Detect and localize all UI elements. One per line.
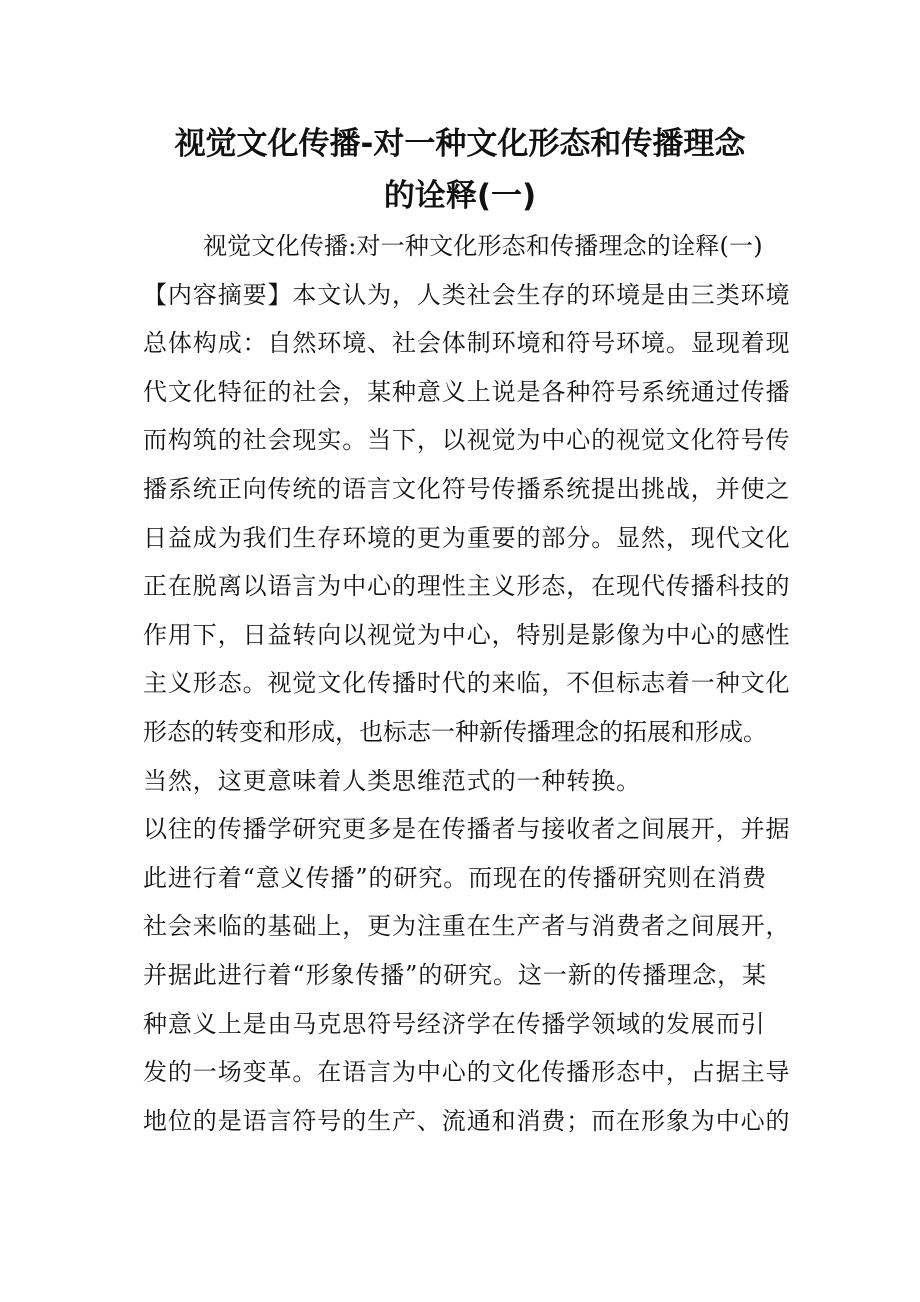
text-line: 发的一场变革。在语言为中心的文化传播形态中，占据主导	[143, 1058, 791, 1087]
text-line: 总体构成：自然环境、社会体制环境和符号环境。显现着现	[143, 329, 791, 358]
text-line: 并据此进行着“形象传播”的研究。这一新的传播理念，某	[143, 960, 767, 989]
text-line: 而构筑的社会现实。当下，以视觉为中心的视觉文化符号传	[143, 426, 791, 455]
text-line: 当然，这更意味着人类思维范式的一种转换。	[143, 766, 641, 795]
document-title-line-2: 的诠释(一)	[383, 178, 537, 214]
text-line: 【内容摘要】本文认为，人类社会生存的环境是由三类环境	[143, 280, 791, 309]
text-line: 主义形态。视觉文化传播时代的来临，不但标志着一种文化	[143, 669, 791, 698]
text-line: 正在脱离以语言为中心的理性主义形态，在现代传播科技的	[143, 572, 791, 601]
text-line: 作用下，日益转向以视觉为中心，特别是影像为中心的感性	[143, 620, 791, 649]
text-line: 以往的传播学研究更多是在传播者与接收者之间展开，并据	[143, 815, 791, 844]
text-line: 形态的转变和形成，也标志一种新传播理念的拓展和形成。	[143, 717, 767, 746]
text-line: 此进行着“意义传播”的研究。而现在的传播研究则在消费	[143, 863, 767, 892]
document-body	[143, 222, 803, 1145]
text-line: 代文化特征的社会，某种意义上说是各种符号系统通过传播	[143, 377, 791, 406]
text-line: 播系统正向传统的语言文化符号传播系统提出挑战，并使之	[143, 474, 791, 503]
text-line: 社会来临的基础上，更为注重在生产者与消费者之间展开，	[143, 912, 791, 941]
subtitle-line: 视觉文化传播:对一种文化形态和传播理念的诠释(一)	[203, 232, 763, 260]
document-title-line-1: 视觉文化传播-对一种文化形态和传播理念	[174, 126, 746, 162]
text-line: 种意义上是由马克思符号经济学在传播学领域的发展而引	[143, 1009, 766, 1038]
text-line: 日益成为我们生存环境的更为重要的部分。显然，现代文化	[143, 523, 791, 552]
text-line: 地位的是语言符号的生产、流通和消费；而在形象为中心的	[143, 1106, 791, 1135]
